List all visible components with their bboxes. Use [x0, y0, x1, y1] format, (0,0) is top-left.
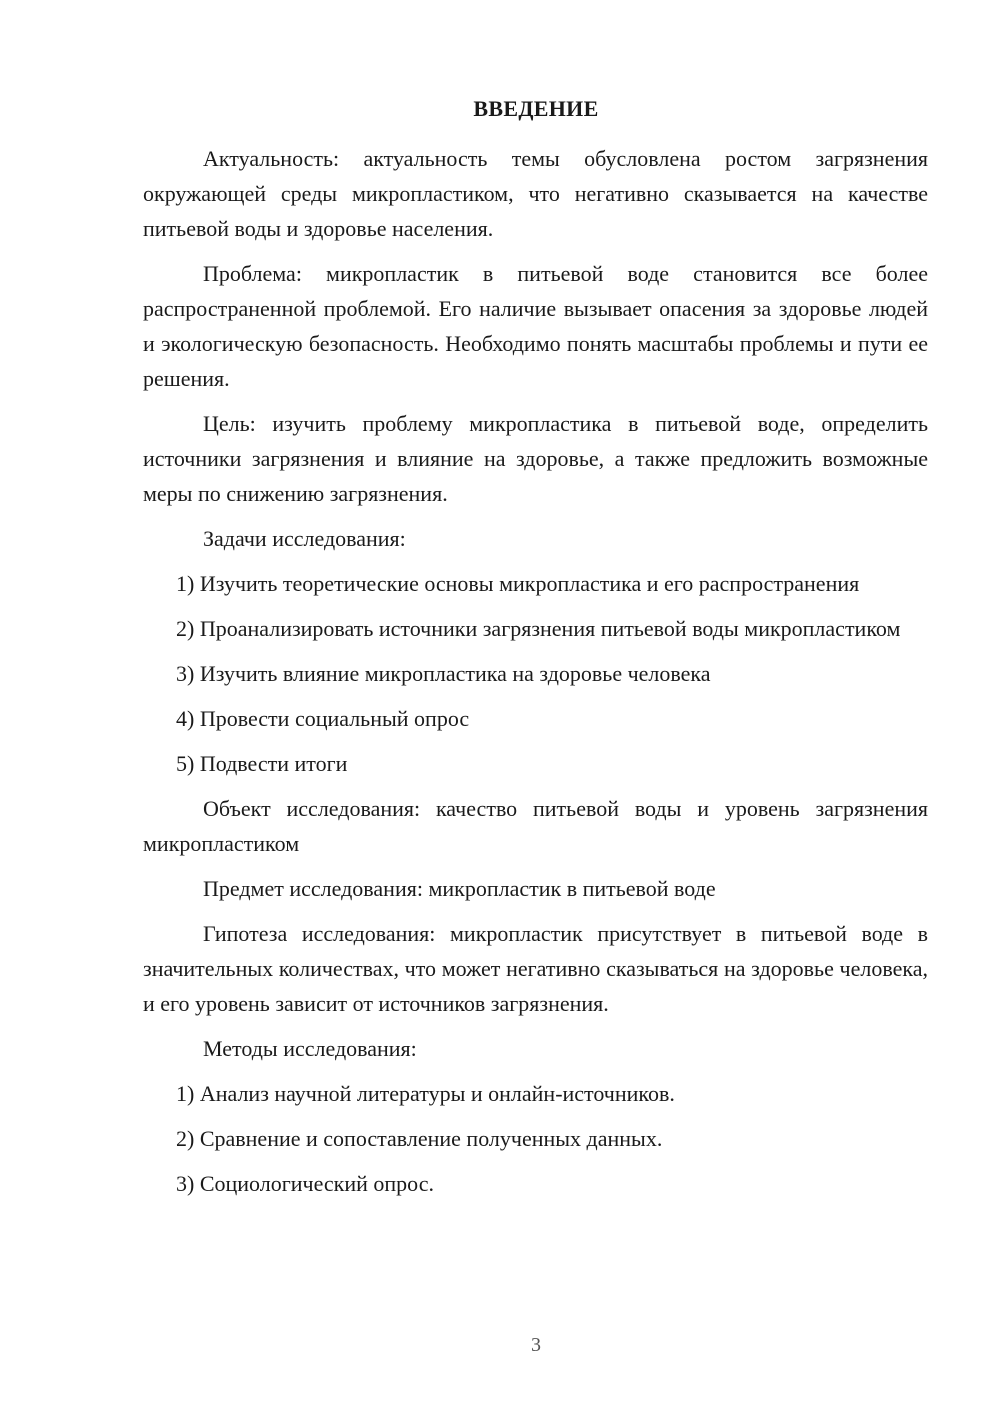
relevance-paragraph: Актуальность: актуальность темы обусловлена ростом загрязнения окружающей среды микропластиком, что негативно сказывается на качестве питьевой воды и здоровье населения.: [143, 146, 928, 241]
task-item-5: 5) Подвести итоги: [176, 751, 348, 776]
hypothesis-paragraph: Гипотеза исследования: микропластик присутствует в питьевой воде в значительных количествах, что может негативно сказываться на здоровье человека, и его уровень зависит от источников загрязнения.: [143, 921, 928, 1016]
method-item-3: 3) Социологический опрос.: [176, 1171, 434, 1196]
task-item-4: 4) Провести социальный опрос: [176, 706, 470, 731]
problem-paragraph: Проблема: микропластик в питьевой воде становится все более распространенной проблемой. Его наличие вызывает опасения за здоровье людей и экологическую безопасность. Необходимо понять масштабы проблемы и пути ее решения.: [143, 261, 928, 391]
task-item-3: 3) Изучить влияние микропластика на здоровье человека: [176, 661, 711, 686]
methods-heading: Методы исследования:: [203, 1036, 417, 1061]
task-item-1: 1) Изучить теоретические основы микропластика и его распространения: [176, 571, 860, 596]
object-paragraph: Объект исследования: качество питьевой воды и уровень загрязнения микропластиком: [143, 796, 928, 856]
document-body: [143, 141, 928, 1201]
page-title: ВВЕДЕНИЕ: [473, 96, 599, 121]
task-item-2: 2) Проанализировать источники загрязнения питьевой воды микропластиком: [176, 616, 901, 641]
method-item-2: 2) Сравнение и сопоставление полученных данных.: [176, 1126, 663, 1151]
method-item-1: 1) Анализ научной литературы и онлайн-источников.: [176, 1081, 675, 1106]
page-number: 3: [531, 1334, 541, 1356]
tasks-heading: Задачи исследования:: [203, 526, 406, 551]
goal-paragraph: Цель: изучить проблему микропластика в питьевой воде, определить источники загрязнения и влияние на здоровье, а также предложить возможные меры по снижению загрязнения.: [143, 411, 928, 506]
subject-paragraph: Предмет исследования: микропластик в питьевой воде: [203, 876, 716, 901]
